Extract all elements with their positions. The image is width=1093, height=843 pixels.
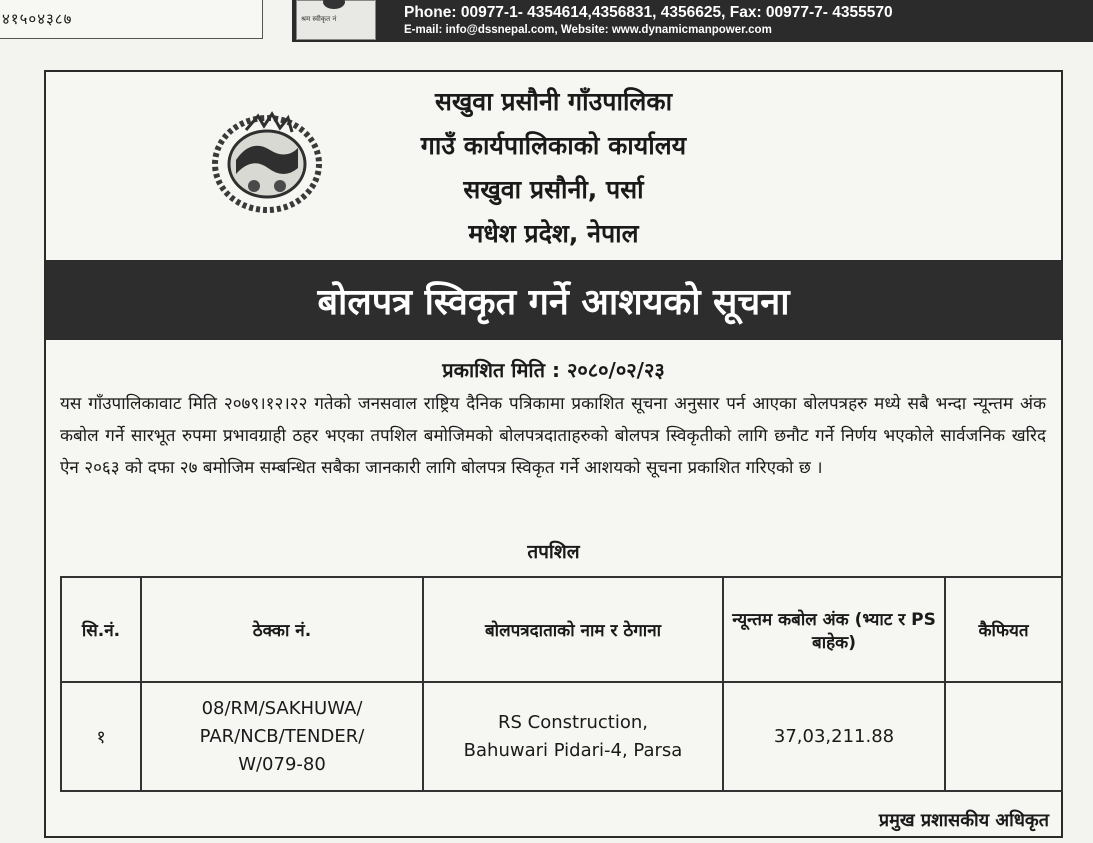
publish-date: प्रकाशित मिति : २०८०/०२/२३	[442, 358, 665, 382]
notice-body: यस गाँउपालिकावाट मिति २०७९।१२।२२ गतेको जनसवाल राष्ट्रिय दैनिक पत्रिकामा प्रकाशित सूचना अनुसार पर्न आएका बोलपत्रहरु मध्ये सबै भन्दा न्यून्तम अंक कबोल गर्ने सारभूत रुपमा प्रभावग्राही ठहर भएका तपशिल बमोजिमको बोलपत्रदाताहरुको बोलपत्र स्विकृतीको लागि छनौट गर्ने निर्णय भएकोले सार्वजनिक खरिद ऐन २०६३ को दफा २७ बमोजिम सम्बन्धित सबैका जानकारी लागि बोलपत्र स्विकृत गर्ने आशयको सूचना प्रकाशित गरिएको छ ।	[60, 394, 1046, 478]
cell-remarks	[945, 682, 1062, 791]
fragment-number: ४१५०४३८७	[2, 10, 73, 28]
province-country: मधेश प्रदेश, नेपाल	[468, 219, 639, 248]
table-row	[61, 682, 1062, 791]
ad-email-line: E-mail: info@dssnepal.com, Website: www.dynamicmanpower.com	[404, 24, 772, 36]
header-contract-no: ठेक्का नं.	[141, 577, 423, 682]
municipality-name: सखुवा प्रसौनी गाँउपालिका	[434, 87, 673, 116]
cell-bidder: RS Construction, Bahuwari Pidari-4, Parsa	[423, 682, 723, 791]
tender-notice	[44, 70, 1063, 838]
office-name: गाउँ कार्यपालिकाको कार्यालय	[420, 131, 687, 160]
table-caption: तपशिल	[527, 541, 580, 563]
ad-logo	[296, 0, 376, 40]
table-header-row	[61, 577, 1062, 682]
logo-icon	[323, 0, 345, 9]
header-remarks: कैफियत	[945, 577, 1062, 682]
notice-title-bar	[46, 260, 1061, 340]
ad-logo-text: श्रम स्वीकृत नं	[301, 15, 337, 23]
header-amount: न्यून्तम कबोल अंक (भ्याट र PS बाहेक)	[723, 577, 945, 682]
header-serial: सि.नं.	[61, 577, 141, 682]
cell-serial: १	[61, 682, 141, 791]
office-address: सखुवा प्रसौनी, पर्सा	[463, 175, 644, 204]
previous-ad-fragment	[0, 0, 263, 39]
manpower-ad-banner	[292, 0, 1093, 42]
signatory-title: प्रमुख प्रशासकीय अधिकृत	[878, 810, 1049, 831]
header-bidder: बोलपत्रदाताको नाम र ठेगाना	[423, 577, 723, 682]
notice-title: बोलपत्र स्विकृत गर्ने आशयको सूचना	[317, 282, 790, 323]
bid-table	[60, 576, 1063, 792]
ad-phone-line: Phone: 00977-1- 4354614,4356831, 4356625, Fax: 00977-7- 4355570	[404, 4, 893, 21]
cell-amount: 37,03,211.88	[723, 682, 945, 791]
cell-contract-no: 08/RM/SAKHUWA/ PAR/NCB/TENDER/ W/079-80	[141, 682, 423, 791]
